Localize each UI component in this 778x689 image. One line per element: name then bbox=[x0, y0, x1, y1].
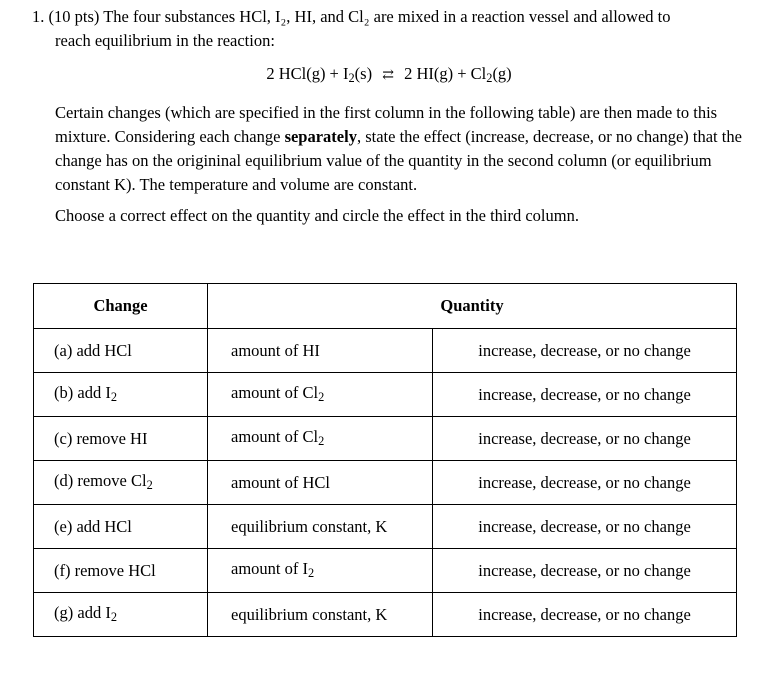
instructions-paragraph bbox=[55, 101, 755, 197]
header-quantity: Quantity bbox=[208, 284, 737, 329]
change-text: (b) add I bbox=[54, 383, 111, 403]
quantity-text: equilibrium constant, K bbox=[231, 604, 388, 624]
quantity-subscript: 2 bbox=[307, 566, 315, 581]
table-row bbox=[34, 329, 737, 373]
equation-reactant-subscript: 2 bbox=[348, 71, 355, 86]
change-subscript: 2 bbox=[110, 390, 117, 405]
question-text-line-1: The four substances HCl, I₂, HI, and Cl₂ are mixed in a reaction vessel and allowed to bbox=[103, 7, 671, 26]
effect-options-text[interactable]: increase, decrease, or no change bbox=[478, 560, 691, 580]
equation-product-subscript: 2 bbox=[486, 71, 493, 86]
quantity-text: amount of HCl bbox=[231, 472, 330, 492]
change-cell bbox=[34, 593, 208, 637]
effect-options-cell[interactable] bbox=[433, 461, 737, 505]
effect-options-text[interactable]: increase, decrease, or no change bbox=[478, 384, 691, 404]
question-header bbox=[32, 5, 762, 53]
effect-options-text[interactable]: increase, decrease, or no change bbox=[478, 516, 691, 536]
table-row bbox=[34, 549, 737, 593]
quantity-text: amount of Cl bbox=[231, 427, 319, 447]
table-row bbox=[34, 461, 737, 505]
change-cell bbox=[34, 549, 208, 593]
effect-options-text[interactable]: increase, decrease, or no change bbox=[478, 604, 691, 624]
question-text-line-2: reach equilibrium in the reaction: bbox=[55, 31, 275, 50]
table-row bbox=[34, 417, 737, 461]
change-text: (f) remove HCl bbox=[54, 560, 156, 580]
question-line-1 bbox=[32, 5, 762, 29]
table-row bbox=[34, 593, 737, 637]
quantity-cell bbox=[208, 549, 433, 593]
quantity-text: amount of HI bbox=[231, 340, 320, 360]
header-change: Change bbox=[34, 284, 208, 329]
change-text: (d) remove Cl bbox=[54, 471, 147, 491]
change-cell bbox=[34, 505, 208, 549]
effect-options-cell[interactable] bbox=[433, 417, 737, 461]
quantity-cell bbox=[208, 329, 433, 373]
equation-reactant-state: (s) bbox=[354, 64, 373, 83]
question-number: 1. bbox=[32, 7, 45, 26]
changes-table bbox=[33, 283, 737, 637]
change-text: (g) add I bbox=[54, 603, 111, 623]
circle-instruction: Choose a correct effect on the quantity and circle the effect in the third column. bbox=[55, 206, 579, 225]
change-text: (e) add HCl bbox=[54, 516, 132, 536]
equation-products: 2 HI(g) + Cl bbox=[404, 64, 487, 83]
quantity-cell bbox=[208, 461, 433, 505]
quantity-cell bbox=[208, 373, 433, 417]
effect-options-cell[interactable] bbox=[433, 593, 737, 637]
paragraph-text-start: Certain changes (which are specified in the first column in the following table) are then made to this mixture. Considering each change bbox=[55, 103, 718, 146]
reaction-equation bbox=[0, 62, 778, 90]
effect-options-text[interactable]: increase, decrease, or no change bbox=[478, 428, 691, 448]
table-row bbox=[34, 505, 737, 549]
effect-options-cell[interactable] bbox=[433, 505, 737, 549]
table-row bbox=[34, 373, 737, 417]
change-text: (c) remove HI bbox=[54, 428, 148, 448]
change-subscript: 2 bbox=[110, 610, 117, 625]
question-points: (10 pts) bbox=[48, 7, 100, 26]
quantity-cell bbox=[208, 417, 433, 461]
equation-product-state: (g) bbox=[492, 64, 512, 83]
quantity-subscript: 2 bbox=[318, 390, 325, 405]
equation-reactants: 2 HCl(g) + I bbox=[266, 64, 349, 83]
change-subscript: 2 bbox=[146, 478, 153, 493]
effect-options-text[interactable]: increase, decrease, or no change bbox=[478, 340, 691, 360]
effect-options-cell[interactable] bbox=[433, 549, 737, 593]
quantity-subscript: 2 bbox=[318, 434, 325, 449]
paragraph-text-end: , state the effect (increase, decrease, or no change) that the change has on the origininal equilibrium value of the quantity in the second column (or equilibrium constant K). The temperature and volume are constant. bbox=[55, 127, 742, 194]
change-cell bbox=[34, 417, 208, 461]
quantity-text: equilibrium constant, K bbox=[231, 516, 388, 536]
change-cell bbox=[34, 373, 208, 417]
table-header-row bbox=[34, 284, 737, 329]
quantity-text: amount of Cl bbox=[231, 383, 319, 403]
quantity-text: amount of I bbox=[231, 559, 308, 579]
paragraph-bold-word: separately bbox=[284, 127, 357, 146]
change-text: (a) add HCl bbox=[54, 340, 132, 360]
effect-options-cell[interactable] bbox=[433, 373, 737, 417]
quantity-cell bbox=[208, 593, 433, 637]
change-cell bbox=[34, 329, 208, 373]
effect-options-text[interactable]: increase, decrease, or no change bbox=[478, 472, 691, 492]
equilibrium-arrow-icon: ⇄ bbox=[382, 68, 394, 83]
quantity-cell bbox=[208, 505, 433, 549]
effect-options-cell[interactable] bbox=[433, 329, 737, 373]
change-cell bbox=[34, 461, 208, 505]
